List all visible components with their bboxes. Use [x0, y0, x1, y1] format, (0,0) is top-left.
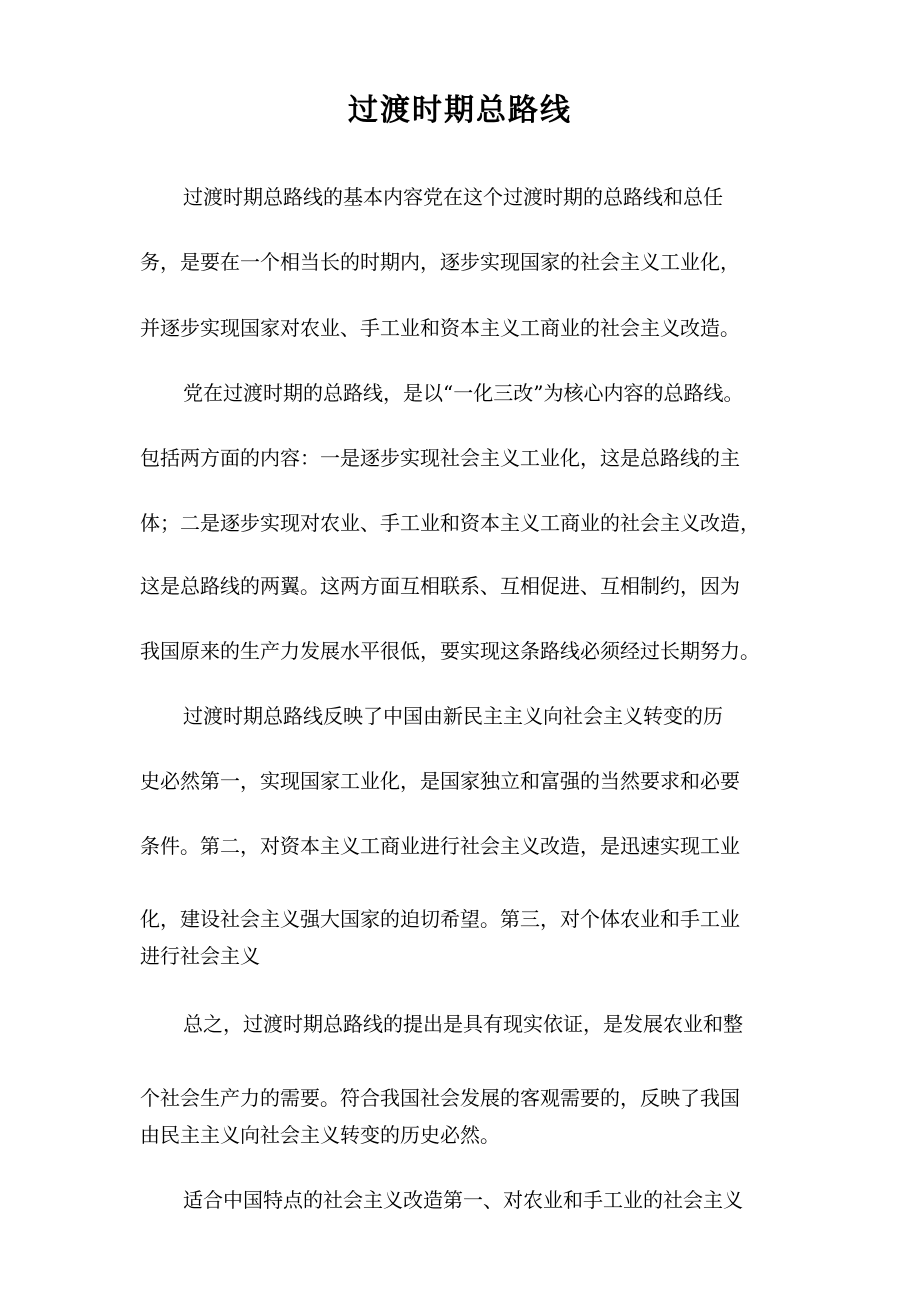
paragraph-line: 过渡时期总路线反映了中国由新民主主义向社会主义转变的历	[183, 704, 723, 728]
paragraph-line: 我国原来的生产力发展水平很低，要实现这条路线必须经过长期努力。	[140, 639, 760, 663]
paragraph-line: 个社会生产力的需要。符合我国社会发展的客观需要的，反映了我国	[140, 1086, 740, 1110]
paragraph-line: 过渡时期总路线的基本内容党在这个过渡时期的总路线和总任	[183, 185, 723, 209]
paragraph-line: 进行社会主义	[140, 944, 260, 968]
paragraph-line: 务，是要在一个相当长的时期内，逐步实现国家的社会主义工业化，	[140, 250, 740, 274]
paragraph-line: 总之，过渡时期总路线的提出是具有现实依证，是发展农业和整	[183, 1012, 743, 1036]
page-title: 过渡时期总路线	[348, 93, 572, 128]
paragraph-line: 由民主主义向社会主义转变的历史必然。	[140, 1123, 500, 1147]
paragraph-line: 体；二是逐步实现对农业、手工业和资本主义工商业的社会主义改造，	[140, 511, 760, 535]
paragraph-line: 史必然第一，实现国家工业化，是国家独立和富强的当然要求和必要	[140, 769, 740, 793]
paragraph-line: 化，建设社会主义强大国家的迫切希望。第三，对个体农业和手工业	[140, 907, 740, 931]
paragraph-line: 条件。第二，对资本主义工商业进行社会主义改造，是迅速实现工业	[140, 834, 740, 858]
paragraph-line: 并逐步实现国家对农业、手工业和资本主义工商业的社会主义改造。	[140, 316, 740, 340]
paragraph-line: 党在过渡时期的总路线，是以“一化三改”为核心内容的总路线。	[183, 381, 744, 405]
paragraph-line: 包括两方面的内容：一是逐步实现社会主义工业化，这是总路线的主	[140, 446, 740, 470]
paragraph-line: 适合中国特点的社会主义改造第一、对农业和手工业的社会主义	[183, 1188, 743, 1212]
paragraph-line: 这是总路线的两翼。这两方面互相联系、互相促进、互相制约，因为	[140, 574, 740, 598]
